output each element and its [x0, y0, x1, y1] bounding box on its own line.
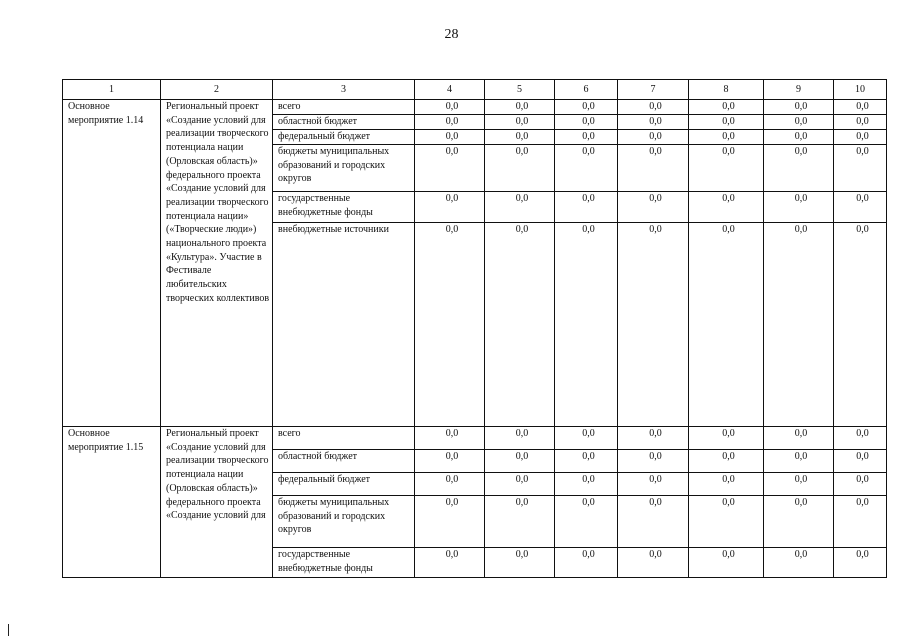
value-cell: 0,0 [834, 130, 887, 145]
column-header: 5 [485, 80, 555, 100]
funding-source-cell: федеральный бюджет [273, 130, 415, 145]
value-cell: 0,0 [618, 473, 689, 496]
value-cell: 0,0 [618, 130, 689, 145]
value-cell: 0,0 [415, 496, 485, 548]
value-cell: 0,0 [415, 548, 485, 578]
value-cell: 0,0 [485, 192, 555, 223]
value-cell: 0,0 [485, 427, 555, 450]
header-row [63, 80, 887, 100]
value-cell: 0,0 [555, 473, 618, 496]
column-header: 10 [834, 80, 887, 100]
value-cell: 0,0 [485, 100, 555, 115]
value-cell: 0,0 [618, 145, 689, 192]
funding-source-cell: федеральный бюджет [273, 473, 415, 496]
value-cell: 0,0 [485, 223, 555, 427]
funding-source-cell: областной бюджет [273, 450, 415, 473]
value-cell: 0,0 [555, 496, 618, 548]
value-cell: 0,0 [689, 548, 764, 578]
value-cell: 0,0 [834, 496, 887, 548]
value-cell: 0,0 [485, 473, 555, 496]
funding-source-cell: государственные внебюджетные фонды [273, 192, 415, 223]
value-cell: 0,0 [415, 450, 485, 473]
table-row [63, 427, 887, 450]
event-description-cell: Региональный проект «Создание условий для реализации творческого потенциала нации (Орловская область)» федерального проекта «Создание условий для реализации творческого потенциала нации» («Творческие люди») национального проекта «Культура». Участие в Фестивале любительских творческих коллективов [161, 100, 273, 427]
table-row [63, 100, 887, 115]
funding-source-cell: областной бюджет [273, 115, 415, 130]
value-cell: 0,0 [618, 496, 689, 548]
column-header: 3 [273, 80, 415, 100]
value-cell: 0,0 [689, 115, 764, 130]
value-cell: 0,0 [485, 130, 555, 145]
page-number: 28 [444, 27, 459, 42]
value-cell: 0,0 [555, 100, 618, 115]
value-cell: 0,0 [834, 548, 887, 578]
value-cell: 0,0 [618, 450, 689, 473]
value-cell: 0,0 [555, 130, 618, 145]
value-cell: 0,0 [834, 192, 887, 223]
value-cell: 0,0 [485, 115, 555, 130]
funding-source-cell: внебюджетные источники [273, 223, 415, 427]
value-cell: 0,0 [834, 473, 887, 496]
margin-mark [8, 624, 9, 636]
value-cell: 0,0 [415, 115, 485, 130]
value-cell: 0,0 [415, 473, 485, 496]
value-cell: 0,0 [555, 223, 618, 427]
column-header: 4 [415, 80, 485, 100]
value-cell: 0,0 [618, 115, 689, 130]
value-cell: 0,0 [485, 145, 555, 192]
value-cell: 0,0 [689, 473, 764, 496]
value-cell: 0,0 [415, 130, 485, 145]
value-cell: 0,0 [485, 496, 555, 548]
value-cell: 0,0 [764, 427, 834, 450]
funding-source-cell: всего [273, 100, 415, 115]
budget-table [62, 79, 887, 578]
funding-source-cell: государственные внебюджетные фонды [273, 548, 415, 578]
value-cell: 0,0 [834, 115, 887, 130]
column-header: 8 [689, 80, 764, 100]
value-cell: 0,0 [834, 427, 887, 450]
funding-source-cell: всего [273, 427, 415, 450]
value-cell: 0,0 [764, 548, 834, 578]
value-cell: 0,0 [689, 130, 764, 145]
value-cell: 0,0 [689, 192, 764, 223]
value-cell: 0,0 [555, 450, 618, 473]
value-cell: 0,0 [555, 427, 618, 450]
value-cell: 0,0 [834, 223, 887, 427]
value-cell: 0,0 [618, 192, 689, 223]
column-header: 2 [161, 80, 273, 100]
event-description-cell: Региональный проект «Создание условий для реализации творческого потенциала нации (Орловская область)» федерального проекта «Создание условий для [161, 427, 273, 578]
value-cell: 0,0 [415, 145, 485, 192]
value-cell: 0,0 [689, 427, 764, 450]
column-header: 6 [555, 80, 618, 100]
value-cell: 0,0 [618, 548, 689, 578]
value-cell: 0,0 [834, 145, 887, 192]
value-cell: 0,0 [618, 223, 689, 427]
event-name-cell: Основное мероприятие 1.14 [63, 100, 161, 427]
column-header: 9 [764, 80, 834, 100]
value-cell: 0,0 [764, 496, 834, 548]
value-cell: 0,0 [764, 130, 834, 145]
value-cell: 0,0 [485, 450, 555, 473]
value-cell: 0,0 [555, 115, 618, 130]
value-cell: 0,0 [415, 192, 485, 223]
value-cell: 0,0 [764, 192, 834, 223]
value-cell: 0,0 [485, 548, 555, 578]
value-cell: 0,0 [555, 548, 618, 578]
value-cell: 0,0 [689, 145, 764, 192]
value-cell: 0,0 [689, 223, 764, 427]
value-cell: 0,0 [415, 223, 485, 427]
value-cell: 0,0 [834, 100, 887, 115]
value-cell: 0,0 [689, 100, 764, 115]
value-cell: 0,0 [555, 145, 618, 192]
event-name-cell: Основное мероприятие 1.15 [63, 427, 161, 578]
column-header: 7 [618, 80, 689, 100]
value-cell: 0,0 [764, 450, 834, 473]
value-cell: 0,0 [689, 496, 764, 548]
value-cell: 0,0 [764, 473, 834, 496]
value-cell: 0,0 [618, 100, 689, 115]
funding-source-cell: бюджеты муниципальных образований и городских округов [273, 145, 415, 192]
value-cell: 0,0 [689, 450, 764, 473]
value-cell: 0,0 [764, 223, 834, 427]
value-cell: 0,0 [415, 100, 485, 115]
funding-source-cell: бюджеты муниципальных образований и городских округов [273, 496, 415, 548]
value-cell: 0,0 [764, 100, 834, 115]
column-header: 1 [63, 80, 161, 100]
value-cell: 0,0 [555, 192, 618, 223]
value-cell: 0,0 [764, 145, 834, 192]
value-cell: 0,0 [764, 115, 834, 130]
value-cell: 0,0 [618, 427, 689, 450]
value-cell: 0,0 [834, 450, 887, 473]
value-cell: 0,0 [415, 427, 485, 450]
